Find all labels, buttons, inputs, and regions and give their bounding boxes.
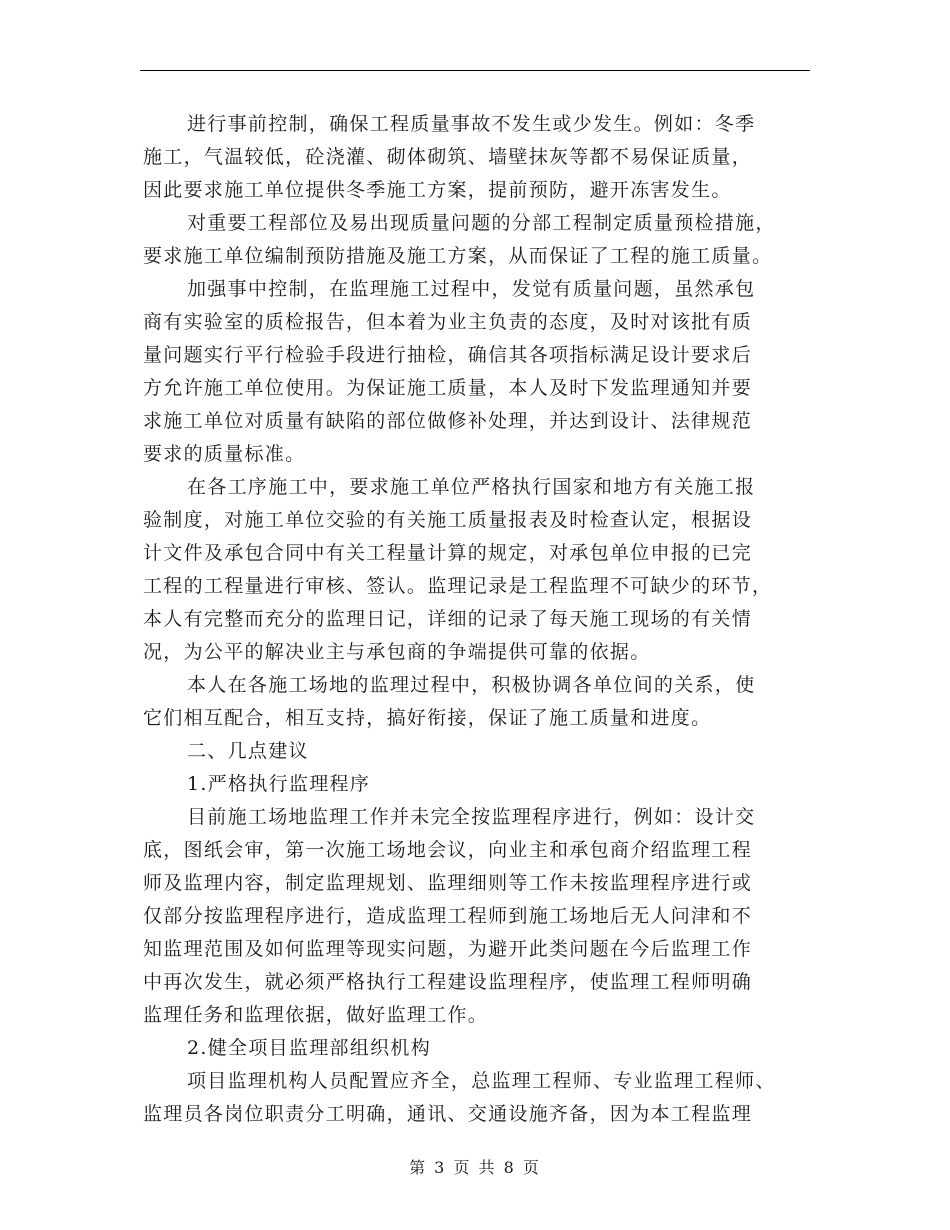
text-line: 1.严格执行监理程序 — [187, 773, 371, 795]
document-body — [143, 108, 815, 1131]
text-line: 验制度，对施工单位交验的有关施工质量报表及时检查认定，根据设 — [143, 509, 753, 531]
page-number: 第 3 页 共 8 页 — [409, 1158, 541, 1177]
text-line: 况，为公平的解决业主与承包商的争端提供可靠的依据。 — [143, 641, 651, 663]
text-line: 本人有完整而充分的监理日记，详细的记录了每天施工现场的有关情 — [143, 608, 753, 630]
header-rule — [140, 70, 810, 71]
text-line: 底，图纸会审，第一次施工场地会议，向业主和承包商介绍监理工程 — [143, 839, 753, 861]
text-line: 要求的质量标准。 — [143, 443, 306, 465]
text-line: 要求施工单位编制预防措施及施工方案，从而保证了工程的施工质量。 — [143, 245, 773, 267]
text-line: 计文件及承包合同中有关工程量计算的规定，对承包单位申报的已完 — [143, 542, 753, 564]
text-line: 目前施工场地监理工作并未完全按监理程序进行，例如：设计交 — [187, 806, 756, 828]
text-line: 对重要工程部位及易出现质量问题的分部工程制定质量预检措施， — [187, 212, 776, 234]
text-line: 施工，气温较低，砼浇灌、砌体砌筑、墙壁抹灰等都不易保证质量， — [143, 146, 753, 168]
text-line: 知监理范围及如何监理等现实问题，为避开此类问题在今后监理工作 — [143, 938, 753, 960]
text-line: 本人在各施工场地的监理过程中，积极协调各单位间的关系，使 — [187, 674, 756, 696]
text-line: 商有实验室的质检报告，但本着为业主负责的态度，及时对该批有质 — [143, 311, 753, 333]
text-line: 监理任务和监理依据，做好监理工作。 — [143, 1004, 489, 1026]
text-line: 工程的工程量进行审核、签认。监理记录是工程监理不可缺少的环节， — [143, 575, 773, 597]
text-line: 中再次发生，就必须严格执行工程建设监理程序，使监理工程师明确 — [143, 971, 753, 993]
text-line: 求施工单位对质量有缺陷的部位做修补处理，并达到设计、法律规范 — [143, 410, 753, 432]
text-line: 方允许施工单位使用。为保证施工质量，本人及时下发监理通知并要 — [143, 377, 753, 399]
text-line: 加强事中控制，在监理施工过程中，发觉有质量问题，虽然承包 — [187, 278, 756, 300]
text-line: 项目监理机构人员配置应齐全，总监理工程师、专业监理工程师、 — [187, 1070, 776, 1092]
text-line: 监理员各岗位职责分工明确，通讯、交通设施齐备，因为本工程监理 — [143, 1103, 753, 1125]
text-line: 仅部分按监理程序进行，造成监理工程师到施工场地后无人问津和不 — [143, 905, 753, 927]
text-line: 2.健全项目监理部组织机构 — [187, 1037, 432, 1059]
text-line: 它们相互配合，相互支持，搞好衔接，保证了施工质量和进度。 — [143, 707, 712, 729]
text-line: 因此要求施工单位提供冬季施工方案，提前预防，避开冻害发生。 — [143, 179, 732, 201]
text-line: 在各工序施工中，要求施工单位严格执行国家和地方有关施工报 — [187, 476, 756, 498]
text-line: 进行事前控制，确保工程质量事故不发生或少发生。例如：冬季 — [187, 113, 756, 135]
text-line: 师及监理内容，制定监理规划、监理细则等工作未按监理程序进行或 — [143, 872, 753, 894]
text-line: 二、几点建议 — [187, 740, 309, 762]
text-line: 量问题实行平行检验手段进行抽检，确信其各项指标满足设计要求后 — [143, 344, 753, 366]
